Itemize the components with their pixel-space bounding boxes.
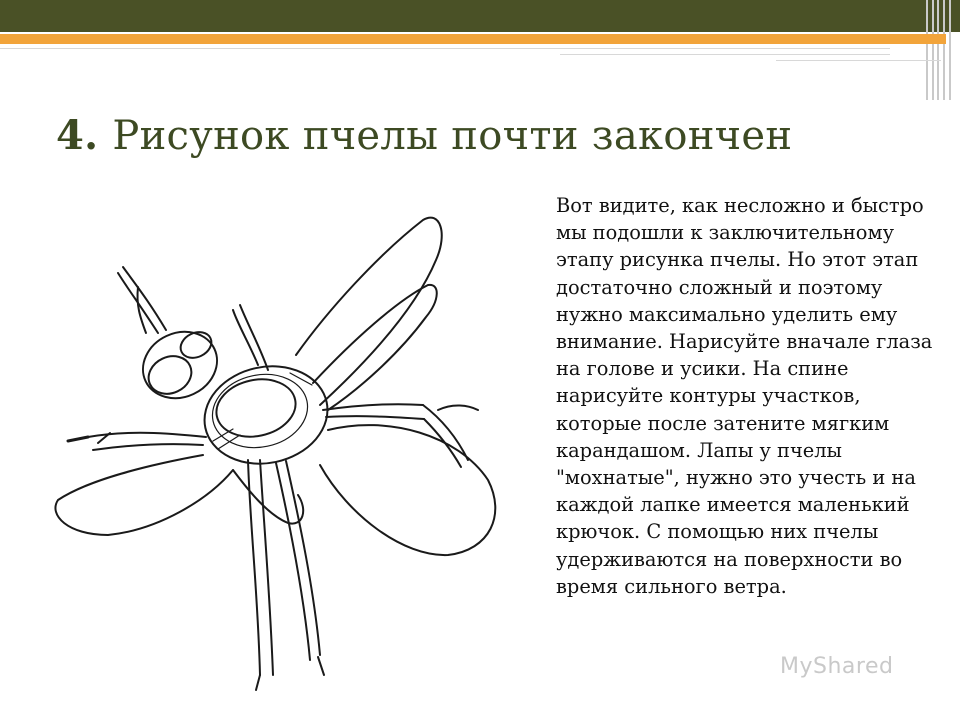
top-band: [0, 0, 960, 32]
decorative-lines: [0, 46, 945, 66]
slide-title: [56, 112, 792, 159]
accent-band: [0, 34, 946, 44]
slide-title-number: 4.: [56, 112, 99, 159]
watermark: MyShared: [780, 654, 894, 679]
bee-sketch-image: [28, 205, 528, 705]
slide-title-text: Рисунок пчелы почти закончен: [112, 113, 793, 159]
slide-body-text: Вот видите, как несложно и быстро мы подошли к заключительному этапу рисунка пчелы. Но этот этап достаточно сложный и поэтому нужно максимально уделить ему внимание. Нарисуйте вначале глаза на голове и усики. На спине нарисуйте контуры участков, которые после затените мягким карандашом. Лапы у пчелы "мохнатые", нужно это учесть и на каждой лапке имеется маленький крючок. С помощью них пчелы удерживаются на поверхности во время сильного ветра.: [556, 194, 933, 598]
